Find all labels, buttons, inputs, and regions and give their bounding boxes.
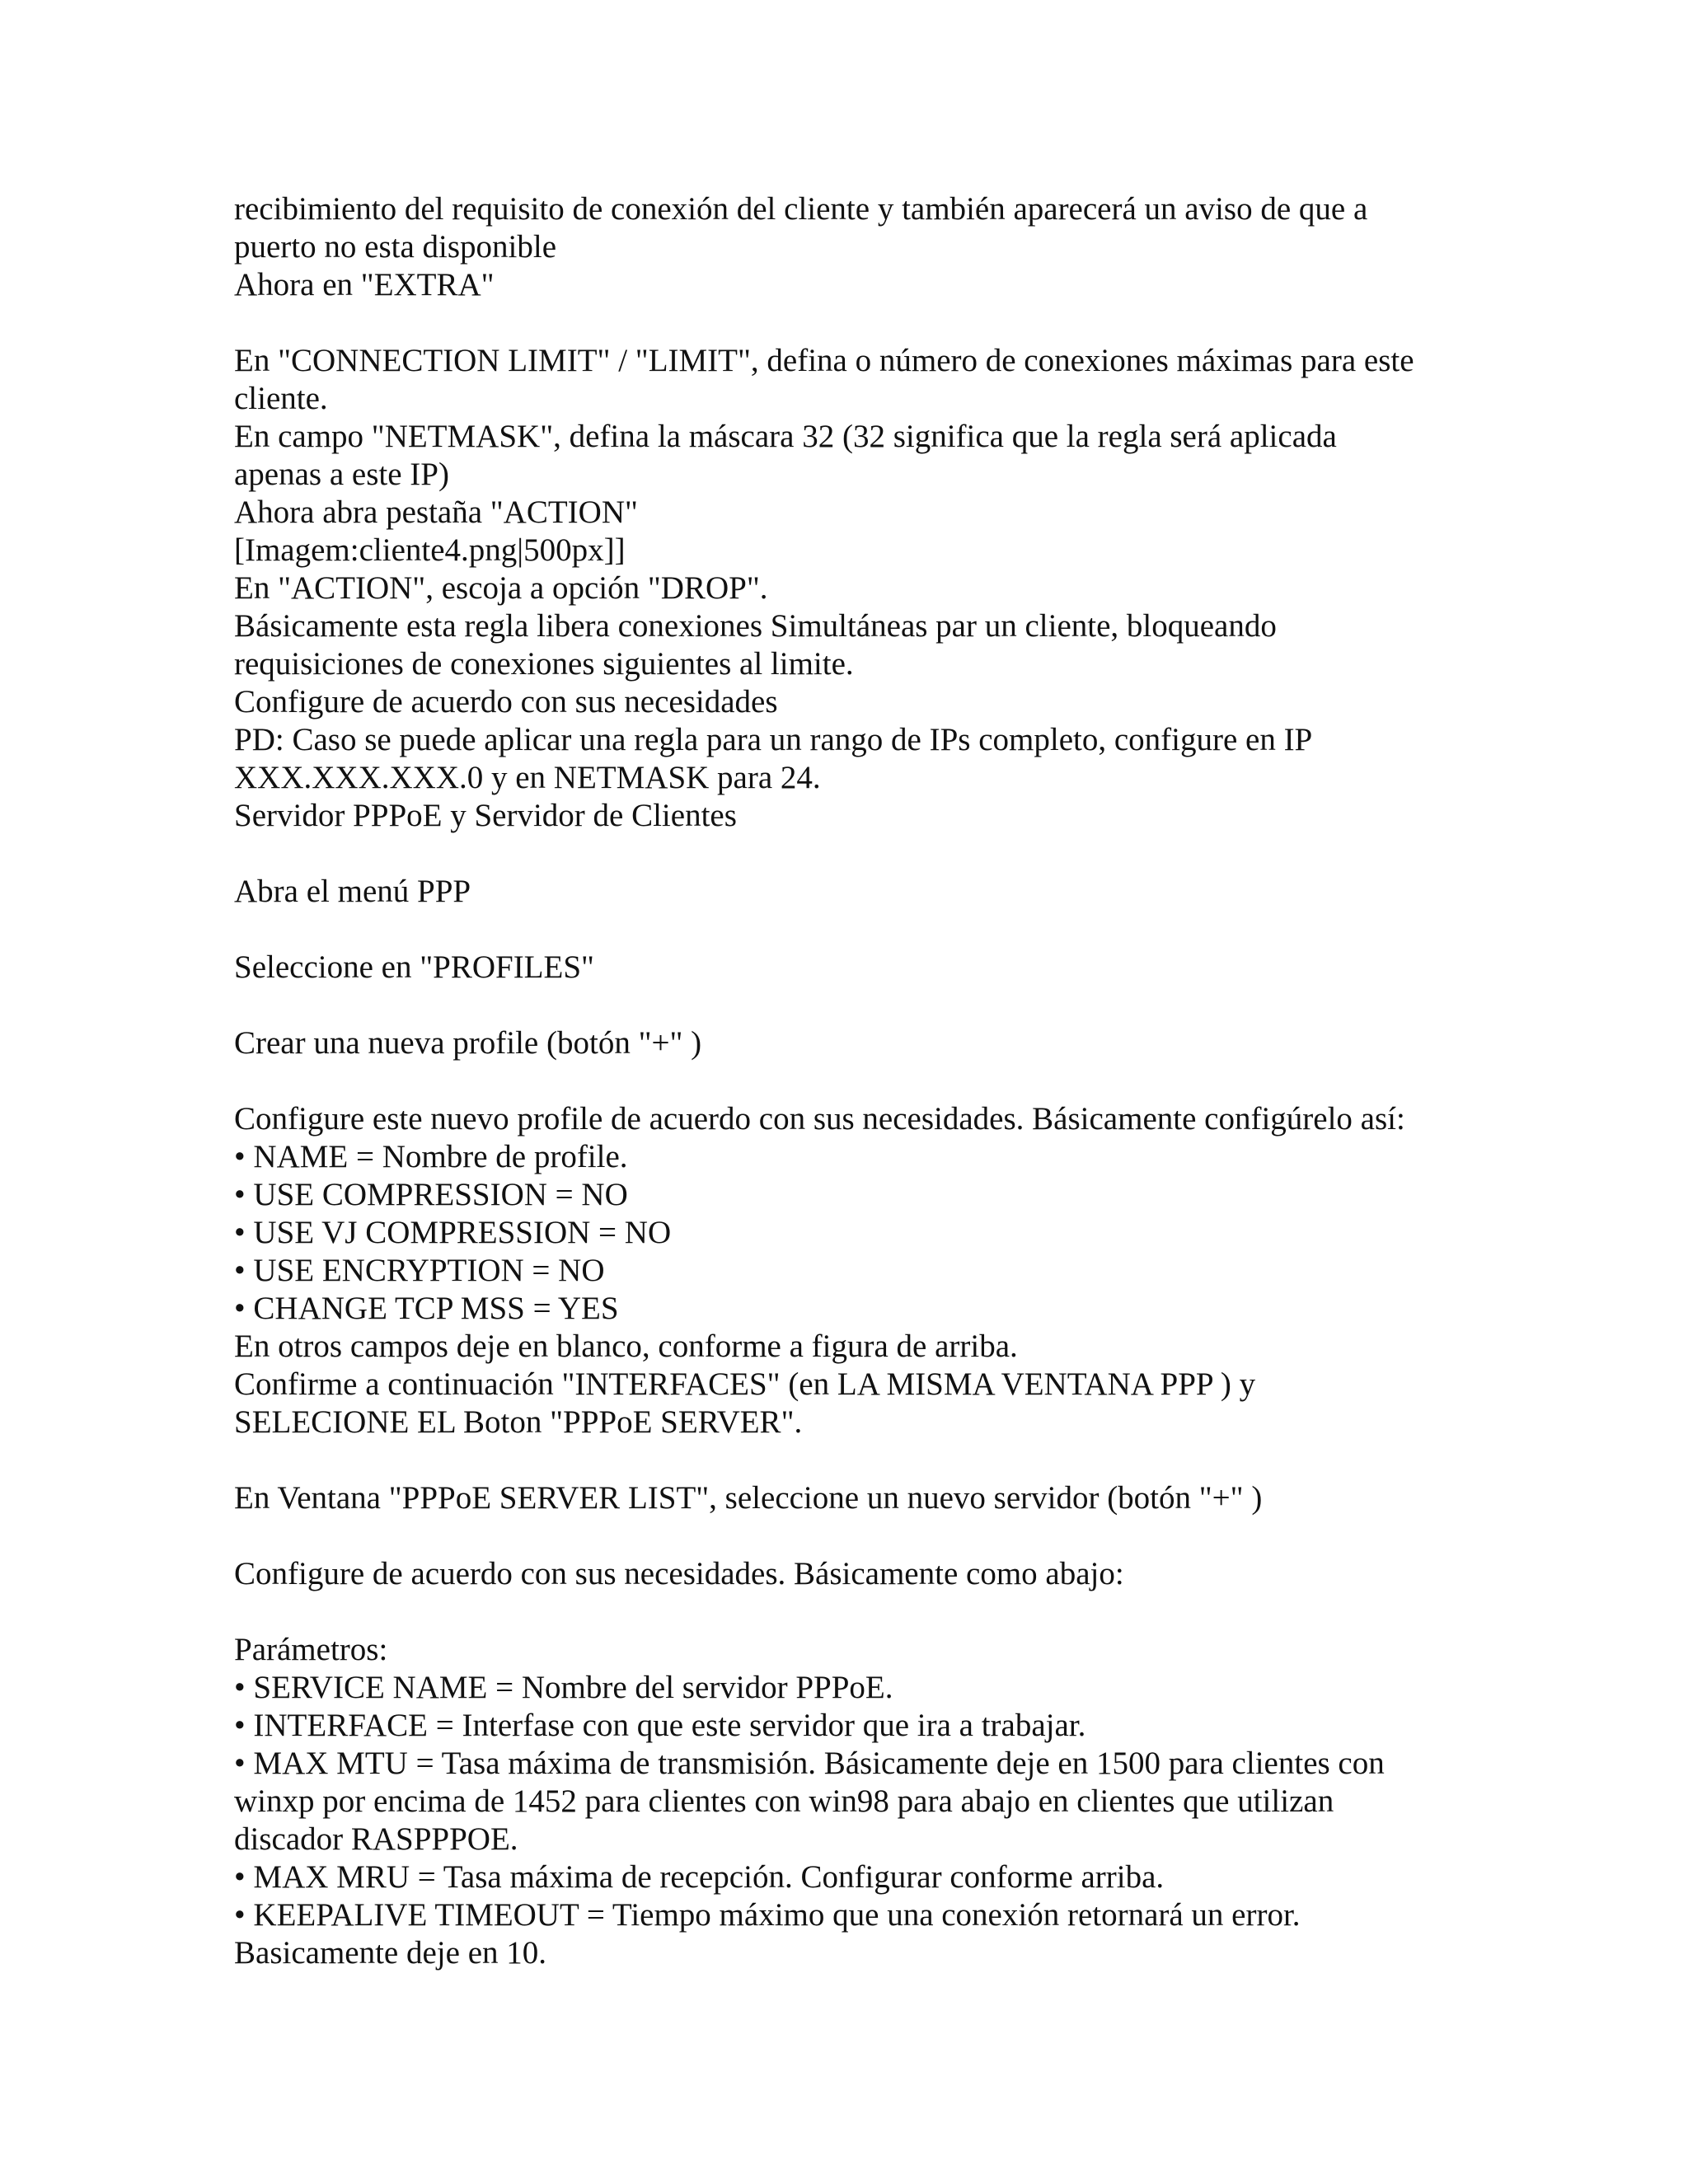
text-line: Configure de acuerdo con sus necesidades bbox=[234, 684, 778, 719]
text-line: En Ventana "PPPoE SERVER LIST", seleccione un nuevo servidor (botón "+" ) bbox=[234, 1480, 1263, 1516]
document-body bbox=[234, 190, 1520, 1972]
text-line: • INTERFACE = Interfase con que este servidor que ira a trabajar. bbox=[234, 1708, 1086, 1743]
blank-line bbox=[234, 1593, 1520, 1631]
text-line: Basicamente deje en 10. bbox=[234, 1935, 547, 1971]
text-line: • CHANGE TCP MSS = YES bbox=[234, 1291, 619, 1326]
text-line: apenas a este IP) bbox=[234, 457, 449, 492]
text-line: • MAX MTU = Tasa máxima de transmisión. Básicamente deje en 1500 para clientes con bbox=[234, 1746, 1385, 1781]
text-line: [Imagem:cliente4.png|500px]] bbox=[234, 532, 626, 568]
text-line: Confirme a continuación "INTERFACES" (en LA MISMA VENTANA PPP ) y bbox=[234, 1366, 1256, 1402]
text-line: En "ACTION", escoja a opción "DROP". bbox=[234, 570, 768, 606]
text-line: Seleccione en "PROFILES" bbox=[234, 949, 594, 985]
text-line: PD: Caso se puede aplicar una regla para un rango de IPs completo, configure en IP bbox=[234, 722, 1313, 757]
text-line: • NAME = Nombre de profile. bbox=[234, 1139, 628, 1174]
blank-line bbox=[234, 987, 1520, 1024]
text-line: • USE COMPRESSION = NO bbox=[234, 1177, 628, 1212]
text-line: • USE VJ COMPRESSION = NO bbox=[234, 1215, 672, 1250]
text-line: En campo "NETMASK", defina la máscara 32 (32 significa que la regla será aplicada bbox=[234, 419, 1337, 454]
text-line: Básicamente esta regla libera conexiones Simultáneas par un cliente, bloqueando bbox=[234, 608, 1277, 644]
text-line: puerto no esta disponible bbox=[234, 229, 557, 265]
text-line: Ahora en "EXTRA" bbox=[234, 267, 495, 302]
blank-line bbox=[234, 911, 1520, 949]
text-line: Crear una nueva profile (botón "+" ) bbox=[234, 1025, 702, 1061]
text-line: Configure de acuerdo con sus necesidades. Básicamente como abajo: bbox=[234, 1556, 1124, 1591]
blank-line bbox=[234, 1441, 1520, 1479]
text-line: En "CONNECTION LIMIT" / "LIMIT", defina o número de conexiones máximas para este bbox=[234, 343, 1414, 378]
text-line: cliente. bbox=[234, 381, 328, 416]
blank-line bbox=[234, 1517, 1520, 1555]
text-line: XXX.XXX.XXX.0 y en NETMASK para 24. bbox=[234, 760, 821, 795]
text-line: • USE ENCRYPTION = NO bbox=[234, 1253, 605, 1288]
text-line: Configure este nuevo profile de acuerdo con sus necesidades. Básicamente configúrelo así: bbox=[234, 1101, 1405, 1137]
blank-line bbox=[234, 835, 1520, 873]
text-line: Abra el menú PPP bbox=[234, 874, 471, 909]
text-line: En otros campos deje en blanco, conforme a figura de arriba. bbox=[234, 1329, 1018, 1364]
text-line: Servidor PPPoE y Servidor de Clientes bbox=[234, 798, 737, 833]
text-line: • SERVICE NAME = Nombre del servidor PPPoE. bbox=[234, 1670, 893, 1705]
text-line: Parámetros: bbox=[234, 1632, 388, 1667]
text-line: recibimiento del requisito de conexión del cliente y también aparecerá un aviso de que a bbox=[234, 191, 1368, 227]
text-line: discador RASPPPOE. bbox=[234, 1821, 518, 1857]
text-line: Ahora abra pestaña "ACTION" bbox=[234, 494, 638, 530]
text-line: • KEEPALIVE TIMEOUT = Tiempo máximo que una conexión retornará un error. bbox=[234, 1897, 1301, 1933]
blank-line bbox=[234, 304, 1520, 342]
text-line: SELECIONE EL Boton "PPPoE SERVER". bbox=[234, 1404, 803, 1440]
blank-line bbox=[234, 1062, 1520, 1100]
text-line: requisiciones de conexiones siguientes al limite. bbox=[234, 646, 854, 682]
text-line: winxp por encima de 1452 para clientes con win98 para abajo en clientes que utilizan bbox=[234, 1783, 1334, 1819]
text-line: • MAX MRU = Tasa máxima de recepción. Configurar conforme arriba. bbox=[234, 1859, 1165, 1895]
